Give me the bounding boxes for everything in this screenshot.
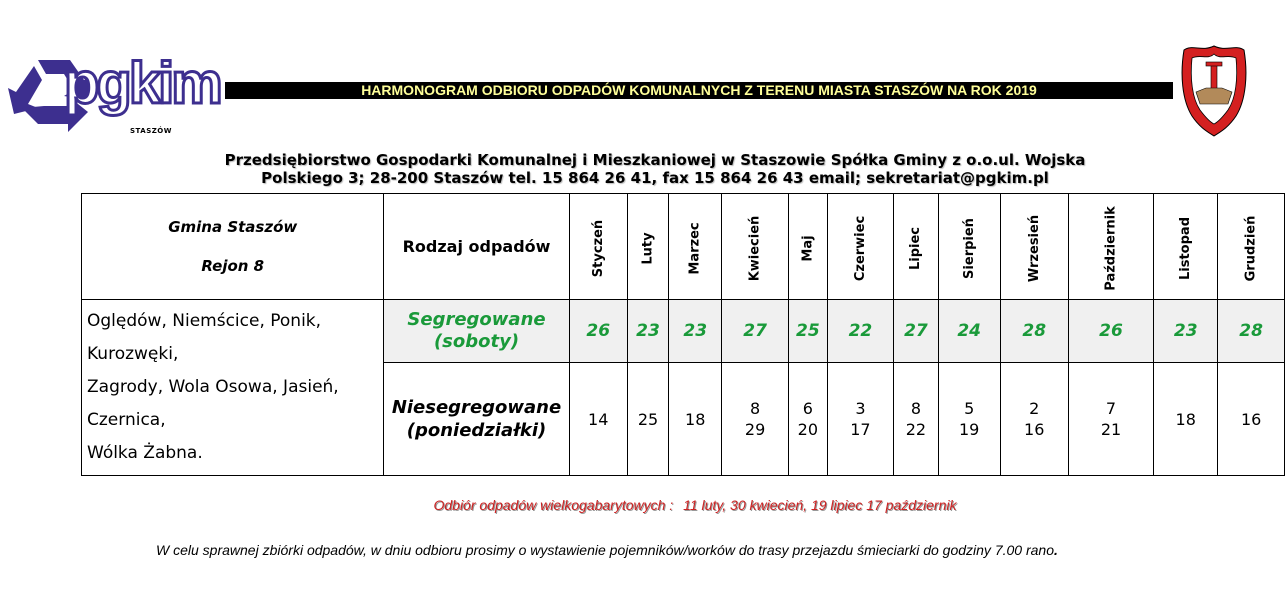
segregated-day: 27 — [722, 300, 789, 363]
segregated-day: 28 — [1218, 300, 1285, 363]
segregated-day: 27 — [894, 300, 939, 363]
schedule-title-banner: HARMONOGRAM ODBIORU ODPADÓW KOMUNALNYCH Z TERENU MIASTA STASZÓW NA ROK 2019 — [225, 82, 1173, 99]
month-header: Styczeń — [569, 194, 627, 300]
localities-cell — [82, 300, 384, 476]
unsegregated-days: 2 16 — [1000, 363, 1068, 476]
month-header: Sierpień — [938, 194, 1000, 300]
month-header: Październik — [1068, 194, 1153, 300]
company-line-2: Polskiego 3; 28-200 Staszów tel. 15 864 26 41, fax 15 864 26 43 email; sekretariat@pgkim.pl — [261, 169, 1049, 187]
segregated-day: 23 — [669, 300, 722, 363]
month-header: Luty — [627, 194, 668, 300]
month-header: Kwiecień — [722, 194, 789, 300]
bulky-waste-dates: 11 luty, 30 kwiecień, 19 lipiec 17 październik — [683, 497, 957, 513]
unsegregated-days: 18 — [1154, 363, 1218, 476]
segregated-day: 23 — [1154, 300, 1218, 363]
logo-text: pgkim — [64, 51, 220, 116]
localities-line: Oględów, Niemścice, Ponik, Kurozwęki, — [87, 311, 322, 364]
unsegregated-days: 25 — [627, 363, 668, 476]
localities-line: Wólka Żabna. — [87, 443, 203, 463]
unsegregated-days: 8 22 — [894, 363, 939, 476]
gmina-label: Gmina Staszów — [168, 217, 298, 236]
unsegregated-label: Niesegregowane (poniedziałki) — [384, 363, 569, 476]
waste-type-header: Rodzaj odpadów — [384, 194, 569, 300]
unsegregated-days: 3 17 — [827, 363, 893, 476]
unsegregated-days: 6 20 — [788, 363, 827, 476]
staszow-coat-of-arms-icon — [1178, 44, 1250, 138]
logo-subtext: STASZÓW — [130, 127, 172, 135]
table-header-row — [82, 194, 1285, 300]
unsegregated-days: 18 — [669, 363, 722, 476]
info-text-end: . — [1053, 542, 1058, 558]
month-header: Listopad — [1154, 194, 1218, 300]
company-info — [160, 151, 1150, 187]
collection-info-note — [156, 542, 1058, 558]
info-text: W celu sprawnej zbiórki odpadów, w dniu odbioru prosimy o wystawienie pojemników/worków do trasy przejazdu śmieciarki do godziny 7.00 rano — [156, 542, 1054, 558]
segregated-day: 22 — [827, 300, 893, 363]
month-header: Wrzesień — [1000, 194, 1068, 300]
month-header: Lipiec — [894, 194, 939, 300]
segregated-day: 26 — [1068, 300, 1153, 363]
region-header-cell — [82, 194, 384, 300]
unsegregated-days: 8 29 — [722, 363, 789, 476]
collection-schedule-table — [81, 193, 1285, 476]
segregated-day: 24 — [938, 300, 1000, 363]
segregated-day: 25 — [788, 300, 827, 363]
pgkim-logo — [8, 51, 220, 136]
unsegregated-days: 5 19 — [938, 363, 1000, 476]
segregated-row — [82, 300, 1285, 363]
unsegregated-days: 14 — [569, 363, 627, 476]
unsegregated-days: 16 — [1218, 363, 1285, 476]
bulky-waste-note — [0, 497, 1285, 513]
segregated-day: 26 — [569, 300, 627, 363]
segregated-label: Segregowane (soboty) — [384, 300, 569, 363]
rejon-label: Rejon 8 — [201, 256, 265, 275]
month-header: Maj — [788, 194, 827, 300]
company-line-1: Przedsiębiorstwo Gospodarki Komunalnej i Mieszkaniowej w Staszowie Spółka Gminy z o.o.ul. Wojska — [224, 151, 1086, 169]
segregated-day: 28 — [1000, 300, 1068, 363]
bulky-waste-label: Odbiór odpadów wielkogabarytowych : — [433, 497, 674, 513]
localities-line: Zagrody, Wola Osowa, Jasień, Czernica, — [87, 377, 339, 430]
month-header: Grudzień — [1218, 194, 1285, 300]
unsegregated-days: 7 21 — [1068, 363, 1153, 476]
segregated-day: 23 — [627, 300, 668, 363]
month-header: Czerwiec — [827, 194, 893, 300]
month-header: Marzec — [669, 194, 722, 300]
